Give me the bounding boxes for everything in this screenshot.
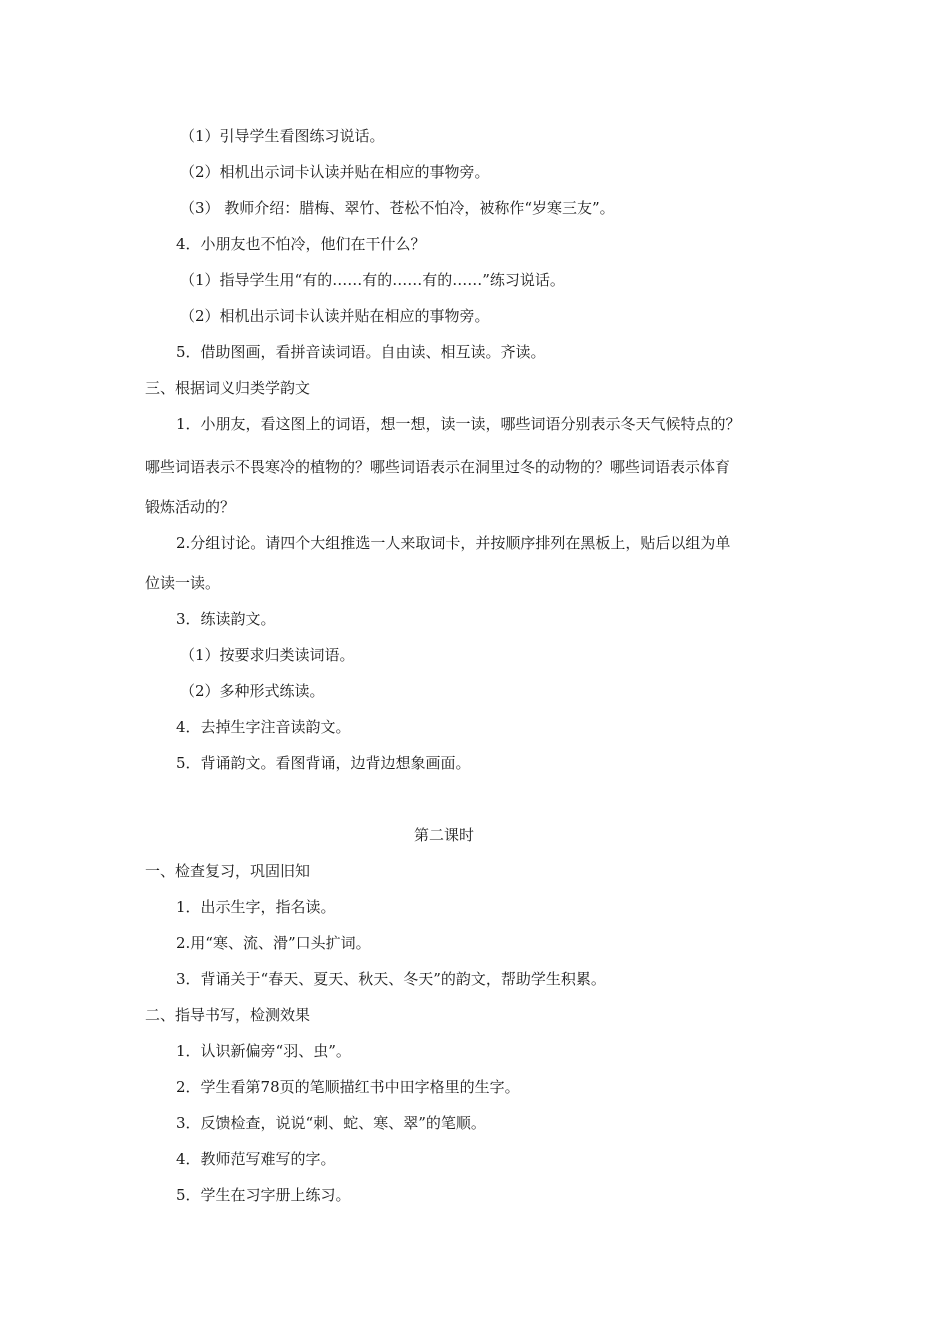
step-1-sub-1: （1）引导学生看图练习说话。: [180, 127, 385, 145]
section-3-item-1-cont-1: 哪些词语表示不畏寒冷的植物的？哪些词语表示在洞里过冬的动物的？哪些词语表示体育: [145, 458, 731, 476]
section-3-item-3: 3．练读韵文。: [176, 610, 276, 628]
step-1-sub-2: （2）相机出示词卡认读并贴在相应的事物旁。: [180, 163, 490, 181]
lesson-2-section-1-item-1: 1．出示生字，指名读。: [176, 898, 336, 916]
step-1-sub-3: （3） 教师介绍：腊梅、翠竹、苍松不怕冷，被称作“岁寒三友”。: [180, 199, 615, 217]
section-3-heading: 三、根据词义归类学韵文: [145, 379, 311, 397]
step-5: 5．借助图画，看拼音读词语。自由读、相互读。齐读。: [176, 343, 546, 361]
section-3-item-3-sub-1: （1）按要求归类读词语。: [180, 646, 355, 664]
lesson-2-section-2-item-4: 4．教师范写难写的字。: [176, 1150, 336, 1168]
lesson-2-section-2-item-1: 1．认识新偏旁“羽、虫”。: [176, 1042, 351, 1060]
lesson-2-section-1-item-3: 3．背诵关于“春天、夏天、秋天、冬天”的韵文，帮助学生积累。: [176, 970, 606, 988]
lesson-2-section-2-item-3: 3．反馈检查，说说“刺、蛇、寒、翠”的笔顺。: [176, 1114, 486, 1132]
step-4-sub-1: （1）指导学生用“有的……有的……有的……”练习说话。: [180, 271, 565, 289]
section-3-item-1-cont-2: 锻炼活动的？: [145, 498, 236, 516]
section-3-item-2: 2.分组讨论。请四个大组推选一人来取词卡，并按顺序排列在黑板上，贴后以组为单: [176, 534, 731, 552]
lesson-2-section-2-item-5: 5．学生在习字册上练习。: [176, 1186, 351, 1204]
lesson-2-title: 第二课时: [414, 826, 475, 844]
lesson-2-section-1-item-2: 2.用“寒、流、滑”口头扩词。: [176, 934, 371, 952]
section-3-item-2-cont: 位读一读。: [145, 574, 221, 592]
lesson-2-section-2-item-2: 2．学生看第78页的笔顺描红书中田字格里的生字。: [176, 1078, 520, 1096]
section-3-item-4: 4．去掉生字注音读韵文。: [176, 718, 351, 736]
lesson-2-section-1-heading: 一、检查复习，巩固旧知: [145, 862, 311, 880]
lesson-2-section-2-heading: 二、指导书写，检测效果: [145, 1006, 311, 1024]
step-4-sub-2: （2）相机出示词卡认读并贴在相应的事物旁。: [180, 307, 490, 325]
section-3-item-5: 5．背诵韵文。看图背诵，边背边想象画面。: [176, 754, 471, 772]
section-3-item-1: 1．小朋友，看这图上的词语，想一想，读一读，哪些词语分别表示冬天气候特点的？: [176, 415, 741, 433]
step-4: 4．小朋友也不怕冷，他们在干什么？: [176, 235, 426, 253]
section-3-item-3-sub-2: （2）多种形式练读。: [180, 682, 325, 700]
